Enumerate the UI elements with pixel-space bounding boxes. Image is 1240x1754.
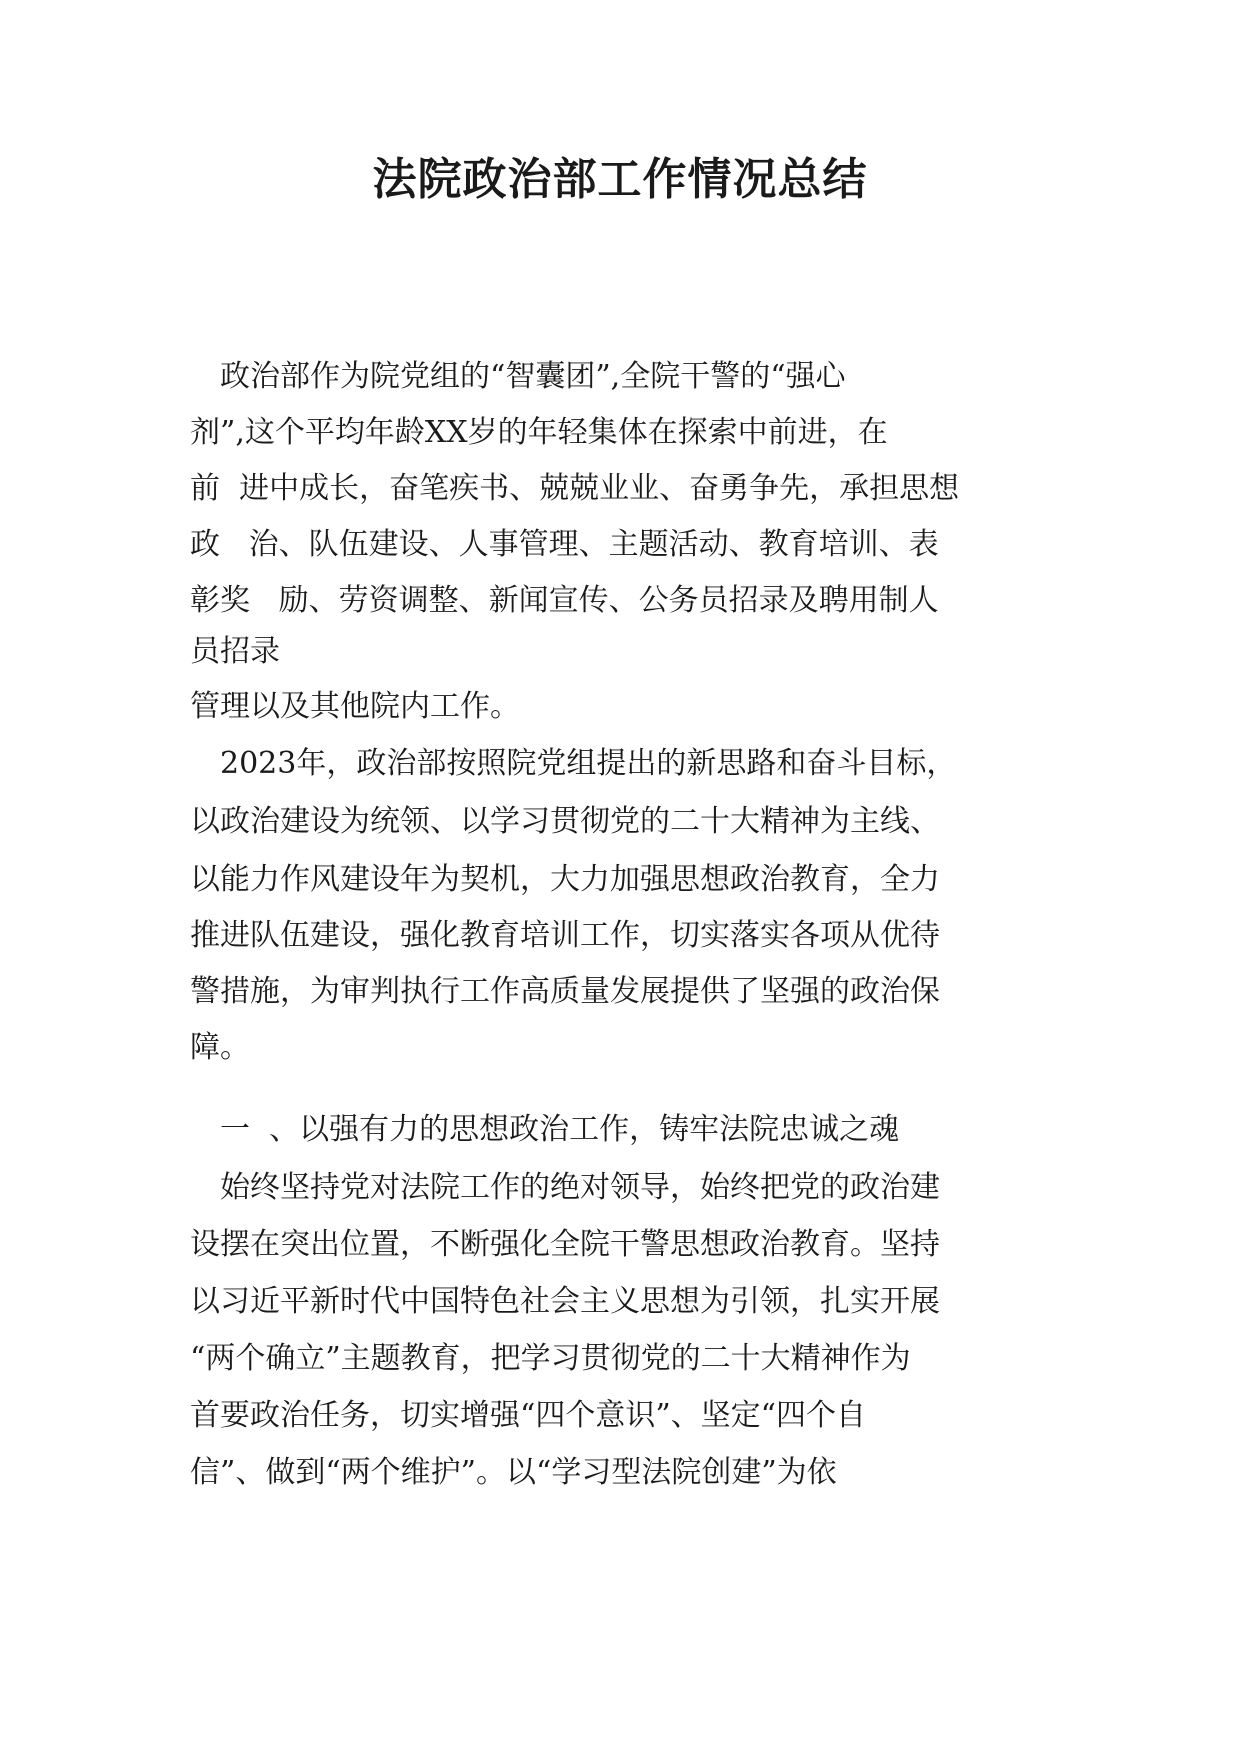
text-line: 推进队伍建设，强化教育培训工作，切实落实各项从优待 (190, 918, 940, 953)
text-line: 信”、做到“两个维护”。以“学习型法院创建”为依 (190, 1455, 837, 1490)
text-line: 首要政治任务，切实增强“四个意识”、坚定“四个自 (190, 1398, 867, 1433)
text-line: 政治部作为院党组的“智囊团”,全院干警的“强心 (190, 359, 846, 394)
text-line: 剂”,这个平均年龄XX岁的年轻集体在探索中前进，在 (190, 415, 888, 450)
text-line: 前 进中成长，奋笔疾书、兢兢业业、奋勇争先，承担思想 (190, 471, 960, 506)
text-line: 设摆在突出位置，不断强化全院干警思想政治教育。坚持 (190, 1227, 940, 1262)
text-line: 以习近平新时代中国特色社会主义思想为引领，扎实开展 (190, 1284, 940, 1319)
text-line: 警措施，为审判执行工作高质量发展提供了坚强的政治保 (190, 974, 940, 1009)
text-line: 始终坚持党对法院工作的绝对领导，始终把党的政治建 (190, 1170, 940, 1205)
text-line: “两个确立”主题教育，把学习贯彻党的二十大精神作为 (190, 1341, 911, 1376)
document-title: 法院政治部工作情况总结 (372, 154, 868, 205)
text-line: 政 治、队伍建设、人事管理、主题活动、教育培训、表 (190, 527, 939, 562)
text-line: 2023年，政治部按照院党组提出的新思路和奋斗目标， (190, 746, 957, 781)
text-line: 障。 (190, 1030, 250, 1065)
text-line: 以能力作风建设年为契机，大力加强思想政治教育，全力 (190, 862, 940, 897)
section-heading: 一 、以强有力的思想政治工作，铸牢法院忠诚之魂 (190, 1112, 900, 1147)
text-line: 彰奖 励、劳资调整、新闻宣传、公务员招录及聘用制人 (190, 583, 939, 618)
text-line: 以政治建设为统领、以学习贯彻党的二十大精神为主线、 (190, 804, 940, 839)
text-line: 管理以及其他院内工作。 (190, 689, 520, 724)
text-line: 员招录 (190, 634, 280, 669)
